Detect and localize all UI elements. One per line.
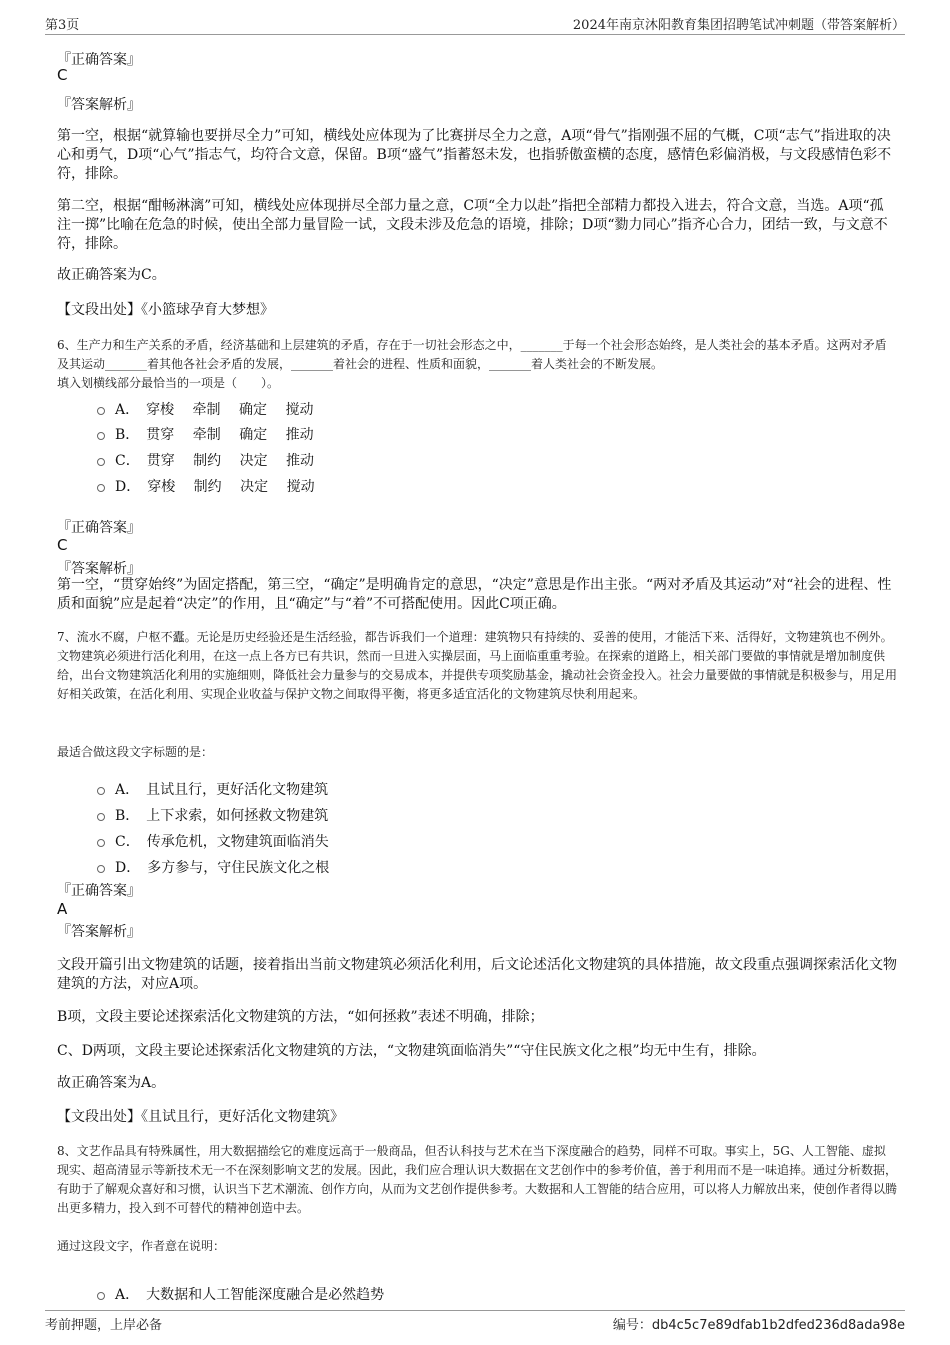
option-label: A． 穿梭 牵制 确定 搅动 — [115, 402, 314, 418]
code-label: 编号： — [612, 1318, 652, 1333]
answer-label: 『正确答案』 — [57, 883, 141, 899]
document-title: 2024年南京沐阳教育集团招聘笔试冲刺题（带答案解析） — [572, 18, 905, 33]
option-a[interactable] — [97, 1284, 384, 1304]
option-d[interactable] — [97, 476, 315, 496]
question-stem: 7、流水不腐，户枢不蠹。无论是历史经验还是生活经验，都告诉我们一个道理：建筑物只有持续的、妥善的使用，才能活下来、活得好，文物建筑也不例外。文物建筑必须进行活化利用，在这一点上各方已有共识，然而一旦进入实操层面，马上面临重重考验。在探索的道路上，相关部门要做的事情就是增加制度供给，出台文物建筑活化利用的实施细则，降低社会力量参与的交易成本，并提供专项奖励基金，撬动社会资金投入。社会力量要做的事情就是积极参与，用足用好相关政策，在活化利用、实现企业收益与保护文物之间取得平衡，将更多适宜活化的文物建筑尽快利用起来。 — [57, 630, 898, 701]
option-c[interactable] — [97, 831, 329, 851]
radio-icon[interactable] — [97, 484, 105, 492]
option-label: A． 大数据和人工智能深度融合是必然趋势 — [115, 1287, 385, 1303]
analysis-paragraph: B项，文段主要论述探索活化文物建筑的方法，“如何拯救”表述不明确，排除； — [57, 1009, 544, 1025]
question-prompt: 填入划横线部分最恰当的一项是（ ）。 — [57, 376, 280, 390]
option-d[interactable] — [97, 857, 329, 877]
answer-value: A — [57, 900, 68, 918]
source-citation: 【文段出处】《小篮球孕育大梦想》 — [57, 302, 274, 318]
answer-label: 『正确答案』 — [57, 52, 141, 68]
radio-icon[interactable] — [97, 813, 105, 821]
option-label: B． 上下求索，如何拯救文物建筑 — [115, 808, 329, 824]
option-a[interactable] — [97, 399, 313, 419]
page-number: 第3页 — [45, 18, 80, 33]
option-label: B． 贯穿 牵制 确定 推动 — [115, 427, 314, 443]
question-prompt: 通过这段文字，作者意在说明： — [57, 1239, 226, 1253]
option-a[interactable] — [97, 779, 328, 799]
answer-value: C — [57, 536, 68, 554]
question-prompt: 最适合做这段文字标题的是： — [57, 745, 214, 759]
radio-icon[interactable] — [97, 432, 105, 440]
analysis-paragraph: 第一空，根据“就算输也要拼尽全力”可知，横线处应体现为了比赛拼尽全力之意，A项“骨气”指刚强不屈的气概，C项“志气”指进取的决心和勇气，D项“心气”指志气，均符合文意，保留。B项“盛气”指蓄怒未发，也指骄傲蛮横的态度，感情色彩偏消极，与文段感情色彩不符，排除。 — [57, 128, 892, 182]
option-label: A． 且试且行，更好活化文物建筑 — [115, 782, 329, 798]
question-stem: 6、生产力和生产关系的矛盾，经济基础和上层建筑的矛盾，存在于一切社会形态之中，_______于每一个社会形态始终，是人类社会的基本矛盾。这两对矛盾及其运动_______着其他各社会矛盾的发展，_______着社会的进程、性质和面貌，_______着人类社会的不断发展。 — [57, 338, 887, 371]
footer-rule — [45, 1310, 905, 1311]
analysis-paragraph: 第二空，根据“酣畅淋漓”可知，横线处应体现拼尽全部力量之意，C项“全力以赴”指把全部精力都投入进去，符合文意，当选。A项“孤注一掷”比喻在危急的时候，使出全部力量冒险一试，文段未涉及危急的语境，排除；D项“勠力同心”指齐心合力，团结一致，与文意不符，排除。 — [57, 198, 888, 252]
option-label: D． 穿梭 制约 决定 搅动 — [115, 479, 315, 495]
question-stem: 8、文艺作品具有特殊属性，用大数据描绘它的难度远高于一般商品，但否认科技与艺术在当下深度融合的趋势，同样不可取。事实上，5G、人工智能、虚拟现实、超高清显示等新技术无一不在深刻影响文艺的发展。因此，我们应合理认识大数据在文艺创作中的参考价值，善于利用而不是一味追捧。通过分析数据，有助于了解观众喜好和习惯，认识当下艺术潮流、创作方向，从而为文艺创作提供参考。大数据和人工智能的结合应用，可以将人力解放出来，使创作者得以腾出更多精力，投入到不可替代的精神创造中去。 — [57, 1144, 898, 1215]
conclusion-text: 故正确答案为A。 — [57, 1075, 166, 1091]
analysis-label: 『答案解析』 — [57, 561, 141, 577]
radio-icon[interactable] — [97, 787, 105, 795]
conclusion-text: 故正确答案为C。 — [57, 267, 166, 283]
code-value: db4c5c7e89dfab1b2dfed236d8ada98e — [651, 1318, 905, 1333]
option-label: D． 多方参与，守住民族文化之根 — [115, 860, 330, 876]
option-b[interactable] — [97, 805, 328, 825]
analysis-paragraph: 第一空，“贯穿始终”为固定搭配，第三空，“确定”是明确肯定的意思，“决定”意思是作出主张。“两对矛盾及其运动”对“社会的进程、性质和面貌”应是起着“决定”的作用，且“确定”与“着”不可搭配使用。因此C项正确。 — [57, 577, 892, 612]
analysis-label: 『答案解析』 — [57, 97, 141, 113]
option-c[interactable] — [97, 450, 314, 470]
document-code — [613, 1314, 905, 1333]
answer-label: 『正确答案』 — [57, 520, 141, 536]
source-citation: 【文段出处】《且试且行，更好活化文物建筑》 — [57, 1109, 344, 1125]
header-rule — [45, 34, 905, 35]
radio-icon[interactable] — [97, 407, 105, 415]
footer-slogan: 考前押题，上岸必备 — [45, 1318, 163, 1333]
option-b[interactable] — [97, 424, 314, 444]
radio-icon[interactable] — [97, 1292, 105, 1300]
analysis-label: 『答案解析』 — [57, 924, 141, 940]
analysis-paragraph: C、D两项，文段主要论述探索活化文物建筑的方法，“文物建筑面临消失”“守住民族文化之根”均无中生有，排除。 — [57, 1043, 766, 1059]
option-label: C． 传承危机，文物建筑面临消失 — [115, 834, 329, 850]
radio-icon[interactable] — [97, 458, 105, 466]
radio-icon[interactable] — [97, 865, 105, 873]
analysis-paragraph: 文段开篇引出文物建筑的话题，接着指出当前文物建筑必须活化利用，后文论述活化文物建筑的具体措施，故文段重点强调探索活化文物建筑的方法，对应A项。 — [57, 957, 897, 992]
radio-icon[interactable] — [97, 839, 105, 847]
answer-value: C — [57, 66, 68, 84]
option-label: C． 贯穿 制约 决定 推动 — [115, 453, 315, 469]
